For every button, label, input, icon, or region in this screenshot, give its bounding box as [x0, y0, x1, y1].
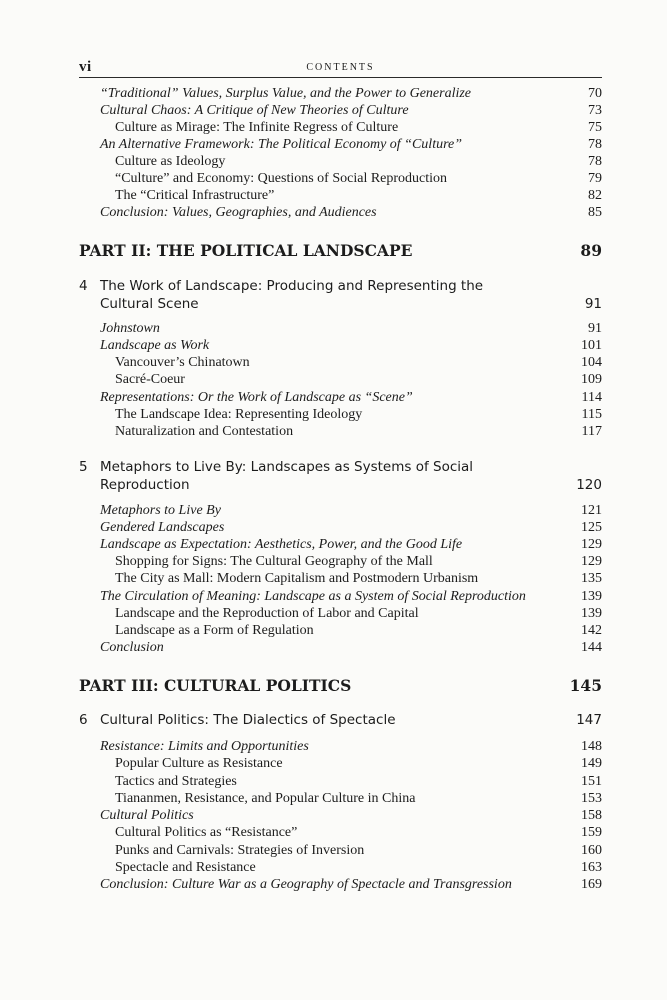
toc-entry-page: 109	[581, 372, 602, 387]
toc-entry-title: Tactics and Strategies	[115, 774, 237, 789]
chapter-number: 6	[79, 712, 88, 728]
part-title: PART II: THE POLITICAL LANDSCAPE	[79, 241, 413, 260]
toc-entry	[79, 553, 602, 571]
toc-entry-title: Cultural Politics as “Resistance”	[115, 825, 298, 840]
toc-entry-page: 73	[588, 103, 602, 118]
toc-entry-title: Representations: Or the Work of Landscape as “Scene”	[100, 390, 413, 405]
toc-entry	[79, 153, 602, 171]
toc-entry-page: 139	[581, 589, 602, 604]
toc-entry	[79, 187, 602, 205]
toc-entry	[79, 536, 602, 554]
toc-entry-title: Shopping for Signs: The Cultural Geography of the Mall	[115, 554, 433, 569]
page-folio: vi	[79, 59, 92, 75]
chapter-title-line2: Reproduction	[100, 477, 190, 493]
toc-entry-title: Culture as Ideology	[115, 154, 226, 169]
toc-entry-page: 163	[581, 860, 602, 875]
part-page: 89	[580, 241, 602, 260]
toc-entry-title: Vancouver’s Chinatown	[115, 355, 250, 370]
toc-entry-page: 159	[581, 825, 602, 840]
toc-entry-page: 104	[581, 355, 602, 370]
toc-entry	[79, 502, 602, 520]
toc-entry	[79, 320, 602, 338]
chapter-page: 147	[576, 712, 602, 728]
chapter-number: 4	[79, 278, 88, 294]
toc-entry	[79, 859, 602, 877]
toc-entry-page: 114	[581, 390, 602, 405]
toc-entry-title: “Traditional” Values, Surplus Value, and the Power to Generalize	[100, 86, 472, 101]
toc-entry	[79, 354, 602, 372]
toc-entry	[79, 588, 602, 606]
toc-entry-title: The Circulation of Meaning: Landscape as a System of Social Reproduction	[100, 589, 526, 604]
toc-entry-title: Cultural Politics	[100, 808, 194, 823]
chapter-number: 5	[79, 459, 88, 475]
toc-entry-title: Gendered Landscapes	[100, 520, 225, 535]
running-header	[79, 59, 602, 78]
toc-entry	[79, 119, 602, 137]
chapter-page: 120	[576, 477, 602, 493]
toc-entry-title: Culture as Mirage: The Infinite Regress of Culture	[115, 120, 399, 135]
toc-entry-title: Cultural Chaos: A Critique of New Theories of Culture	[100, 103, 409, 118]
toc-entry-page: 139	[581, 606, 602, 621]
toc-entry-title: Resistance: Limits and Opportunities	[100, 739, 309, 754]
toc-entry-title: “Culture” and Economy: Questions of Social Reproduction	[115, 171, 448, 186]
toc-entry	[79, 406, 602, 424]
toc-entry	[79, 842, 602, 860]
toc-entry	[79, 337, 602, 355]
toc-entry-title: Spectacle and Resistance	[115, 860, 256, 875]
toc-entry-page: 85	[588, 205, 602, 220]
toc-entry	[79, 622, 602, 640]
toc-entry-page: 115	[581, 407, 602, 422]
toc-entry	[79, 605, 602, 623]
toc-entry-page: 129	[581, 554, 602, 569]
toc-entry-title: Metaphors to Live By	[100, 503, 221, 518]
part-title: PART III: CULTURAL POLITICS	[79, 676, 352, 695]
toc-entry	[79, 807, 602, 825]
toc-entry-title: The “Critical Infrastructure”	[115, 188, 275, 203]
toc-entry-page: 153	[581, 791, 602, 806]
toc-entry-page: 148	[581, 739, 602, 754]
toc-entry	[79, 85, 602, 103]
toc-entry-title: Conclusion	[100, 640, 164, 655]
toc-entry	[79, 570, 602, 588]
toc-entry-page: 91	[588, 321, 602, 336]
toc-entry-page: 144	[581, 640, 602, 655]
chapter-heading	[79, 458, 602, 494]
toc-entry-page: 117	[581, 424, 602, 439]
toc-entry-page: 70	[588, 86, 602, 101]
running-title: CONTENTS	[306, 62, 375, 73]
toc-entry-page: 79	[588, 171, 602, 186]
toc-entry-page: 82	[588, 188, 602, 203]
toc-entry-title: Naturalization and Contestation	[115, 424, 294, 439]
part-heading	[79, 675, 602, 697]
chapter-title-line1: Cultural Politics: The Dialectics of Spectacle	[100, 712, 396, 728]
toc-entry-title: Landscape as Work	[100, 338, 210, 353]
toc-entry-title: Sacré-Coeur	[115, 372, 185, 387]
part-page: 145	[569, 676, 602, 695]
toc-entry-page: 142	[581, 623, 602, 638]
toc-entry-page: 75	[588, 120, 602, 135]
toc-entry-title: Conclusion: Culture War as a Geography of Spectacle and Transgression	[100, 877, 512, 892]
toc-entry-page: 121	[581, 503, 602, 518]
toc-entry	[79, 170, 602, 188]
toc-entry	[79, 773, 602, 791]
chapter-title-line1: The Work of Landscape: Producing and Representing the	[100, 278, 484, 294]
chapter-heading	[79, 277, 602, 313]
toc-entry-title: Tiananmen, Resistance, and Popular Culture in China	[115, 791, 416, 806]
part-heading	[79, 240, 602, 262]
toc-entry	[79, 102, 602, 120]
toc-entry-title: The City as Mall: Modern Capitalism and Postmodern Urbanism	[115, 571, 479, 586]
toc-entry-page: 125	[581, 520, 602, 535]
toc-entry	[79, 755, 602, 773]
toc-entry-page: 101	[581, 338, 602, 353]
toc-entry-page: 151	[581, 774, 602, 789]
toc-entry	[79, 738, 602, 756]
chapter-page: 91	[584, 296, 602, 312]
toc-entry	[79, 876, 602, 894]
toc-entry-title: Johnstown	[100, 321, 160, 336]
toc-entry	[79, 790, 602, 808]
toc-entry-page: 78	[588, 154, 602, 169]
toc-entry-page: 129	[581, 537, 602, 552]
toc-entry-title: Conclusion: Values, Geographies, and Audiences	[100, 205, 377, 220]
toc-entry	[79, 389, 602, 407]
toc-entry-page: 160	[581, 843, 602, 858]
toc-entry-page: 158	[581, 808, 602, 823]
toc-entry	[79, 519, 602, 537]
toc-entry-title: Landscape as a Form of Regulation	[115, 623, 314, 638]
toc-entry-title: Popular Culture as Resistance	[115, 756, 283, 771]
toc-entry	[79, 824, 602, 842]
toc-entry	[79, 136, 602, 154]
chapter-heading	[79, 711, 602, 729]
toc-entry-title: Punks and Carnivals: Strategies of Inversion	[115, 843, 365, 858]
chapter-title-line2: Cultural Scene	[100, 296, 199, 312]
chapter-title-line1: Metaphors to Live By: Landscapes as Systems of Social	[100, 459, 474, 475]
toc-entry-title: An Alternative Framework: The Political Economy of “Culture”	[100, 137, 463, 152]
toc-entry	[79, 204, 602, 222]
toc-entry-title: Landscape as Expectation: Aesthetics, Power, and the Good Life	[100, 537, 463, 552]
toc-entry	[79, 423, 602, 441]
toc-entry	[79, 639, 602, 657]
toc-entry-title: Landscape and the Reproduction of Labor and Capital	[115, 606, 419, 621]
toc-entry-page: 149	[581, 756, 602, 771]
toc-entry-title: The Landscape Idea: Representing Ideology	[115, 407, 363, 422]
toc-entry-page: 78	[588, 137, 602, 152]
toc-entry-page: 135	[581, 571, 602, 586]
toc-entry-page: 169	[581, 877, 602, 892]
toc-entry	[79, 371, 602, 389]
